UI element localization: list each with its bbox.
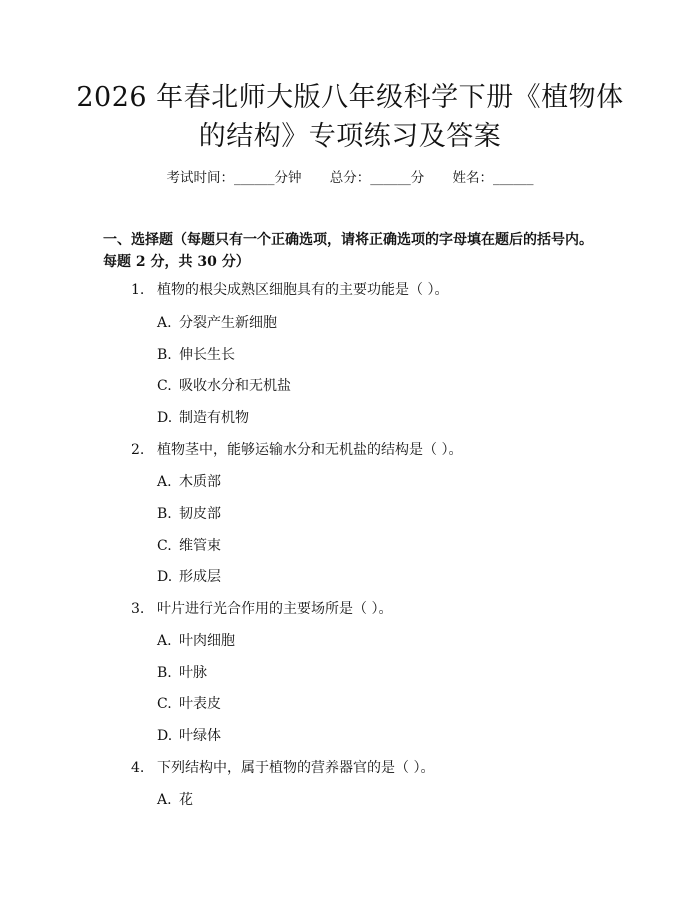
option-text: 韧皮部 [179, 506, 221, 522]
question-2-option-c [157, 536, 221, 556]
option-letter: B. [157, 665, 172, 681]
option-text: 吸收水分和无机盐 [179, 378, 291, 394]
question-4 [131, 758, 434, 778]
option-letter: D. [157, 728, 173, 744]
question-3-option-b [157, 663, 207, 683]
section-heading-line-2: 每题 2 分，共 30 分） [103, 254, 250, 270]
question-3-option-a [157, 631, 235, 651]
option-text: 叶表皮 [179, 696, 221, 712]
question-2-option-d [157, 567, 221, 587]
student-name-field: 姓名：______ [452, 170, 534, 186]
option-letter: A. [157, 474, 172, 490]
question-number: 1. [131, 282, 145, 298]
question-3-option-d [157, 726, 221, 746]
option-text: 分裂产生新细胞 [179, 315, 277, 331]
total-score-field: 总分：______分 [329, 170, 425, 186]
option-text: 维管束 [179, 538, 221, 554]
option-text: 叶绿体 [179, 728, 221, 744]
question-4-option-a [157, 790, 193, 810]
option-letter: B. [157, 506, 172, 522]
option-text: 木质部 [179, 474, 221, 490]
title-line-1: 2026 年春北师大版八年级科学下册《植物体 [76, 82, 624, 113]
question-text: 植物的根尖成熟区细胞具有的主要功能是（ ）。 [157, 282, 449, 298]
document-title [60, 78, 640, 156]
exam-info [0, 168, 700, 188]
question-2 [131, 440, 462, 460]
question-1-option-a [157, 313, 277, 333]
question-2-option-b [157, 504, 221, 524]
question-1 [131, 280, 448, 300]
option-letter: D. [157, 410, 173, 426]
option-text: 花 [179, 792, 193, 808]
question-number: 3. [131, 601, 145, 617]
section-heading [103, 229, 623, 273]
question-1-option-b [157, 345, 235, 365]
question-2-option-a [157, 472, 221, 492]
option-text: 制造有机物 [179, 410, 249, 426]
section-heading-line-1: 一、选择题（每题只有一个正确选项，请将正确选项的字母填在题后的括号内。 [103, 232, 593, 248]
option-letter: C. [157, 378, 172, 394]
option-text: 叶脉 [179, 665, 207, 681]
question-text: 下列结构中，属于植物的营养器官的是（ ）。 [157, 760, 435, 776]
option-text: 伸长生长 [179, 347, 235, 363]
option-text: 形成层 [179, 569, 221, 585]
option-letter: D. [157, 569, 173, 585]
option-letter: A. [157, 633, 172, 649]
option-text: 叶肉细胞 [179, 633, 235, 649]
option-letter: C. [157, 538, 172, 554]
question-number: 2. [131, 442, 145, 458]
question-1-option-c [157, 376, 291, 396]
question-text: 叶片进行光合作用的主要场所是（ ）。 [157, 601, 393, 617]
question-number: 4. [131, 760, 145, 776]
option-letter: A. [157, 792, 172, 808]
question-3 [131, 599, 392, 619]
option-letter: C. [157, 696, 172, 712]
option-letter: A. [157, 315, 172, 331]
title-line-2: 的结构》专项练习及答案 [198, 121, 502, 152]
question-1-option-d [157, 408, 249, 428]
question-3-option-c [157, 694, 221, 714]
question-text: 植物茎中，能够运输水分和无机盐的结构是（ ）。 [157, 442, 463, 458]
option-letter: B. [157, 347, 172, 363]
exam-time-field: 考试时间：______分钟 [166, 170, 302, 186]
